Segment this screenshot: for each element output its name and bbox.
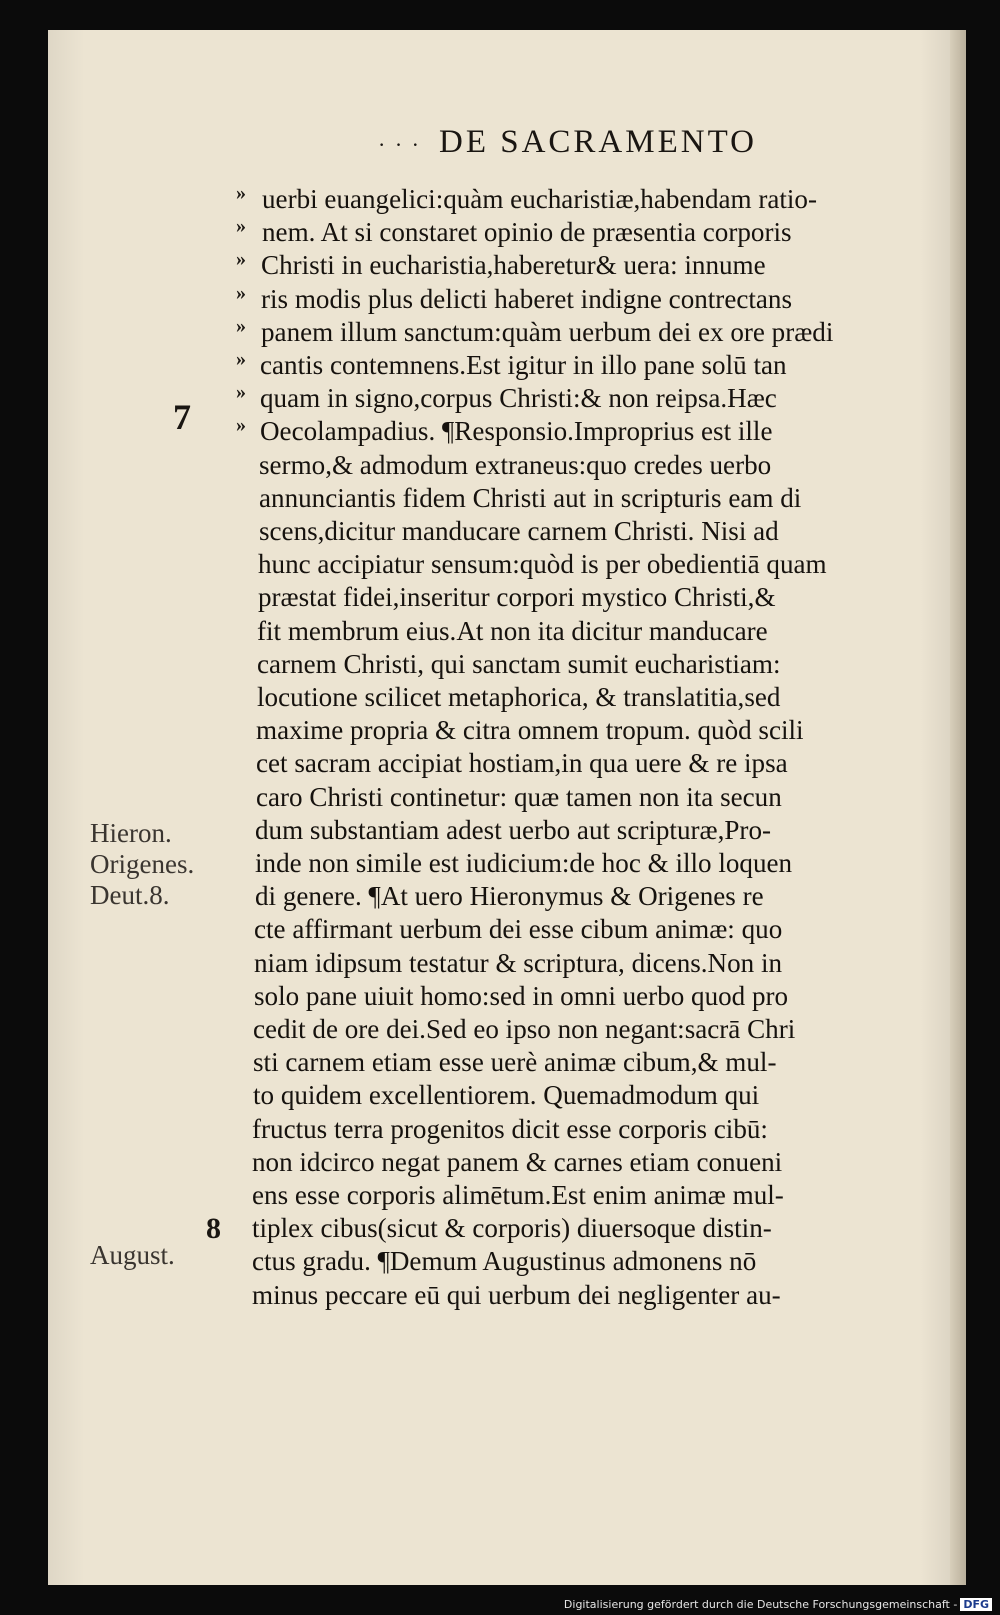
text-line xyxy=(48,315,966,348)
margin-note-august: August. xyxy=(90,1240,175,1270)
text-line-content: cantis contemnens.Est igitur in illo pane solū tan xyxy=(260,349,787,380)
text-line xyxy=(48,912,966,945)
text-line xyxy=(48,680,966,713)
text-line-content: Oecolampadius. ¶Responsio.Improprius est ille xyxy=(259,415,773,447)
text-line xyxy=(48,414,966,447)
text-line-content: cte affirmant uerbum dei esse cibum animæ: quo xyxy=(254,913,783,945)
text-line xyxy=(48,448,966,481)
text-line xyxy=(48,647,966,680)
quotation-mark: » xyxy=(236,248,246,271)
margin-note-line: Origenes. xyxy=(90,849,195,879)
text-line xyxy=(48,746,966,779)
footer-text: Digitalisierung gefördert durch die Deutsche Forschungsgemeinschaft - xyxy=(563,1598,958,1611)
text-line xyxy=(48,780,966,813)
text-line-content: sti carnem etiam esse uerè animæ cibum,& mul- xyxy=(252,1046,777,1078)
text-line-content: fit membrum eius.At non ita dicitur manducare xyxy=(257,614,769,646)
text-line-content: cedit de ore dei.Sed eo ipso non negant:sacrā Chri xyxy=(253,1013,796,1044)
text-line-content: cet sacram accipiat hostiam,in qua uere & re ipsa xyxy=(256,747,788,779)
text-line xyxy=(48,215,966,248)
text-line xyxy=(48,381,966,414)
text-line xyxy=(48,282,966,315)
text-line xyxy=(48,1178,966,1211)
text-line-content: locutione scilicet metaphorica, & translatitia,sed xyxy=(256,681,781,712)
quotation-mark: » xyxy=(236,414,246,437)
text-line-content: solo pane uiuit homo:sed in omni uerbo quod pro xyxy=(253,979,788,1011)
footer-credit xyxy=(564,1598,992,1611)
text-line xyxy=(48,1112,966,1145)
quotation-mark: » xyxy=(236,381,246,404)
text-line-content: di genere. ¶At uero Hieronymus & Origenes re xyxy=(254,880,764,912)
text-line-content: sermo,& admodum extraneus:quo credes uerbo xyxy=(259,448,772,480)
text-line xyxy=(48,1078,966,1111)
text-line-content: carnem Christi, qui sanctam sumit eucharistiam: xyxy=(257,647,781,679)
text-line-content: scens,dicitur manducare carnem Christi. Nisi ad xyxy=(258,515,779,546)
text-line xyxy=(48,547,966,580)
text-line xyxy=(48,182,966,215)
text-line-content: quam in signo,corpus Christi:& non reipsa.Hæc xyxy=(259,382,777,414)
text-line-content: maxime propria & citra omnem tropum. quòd scili xyxy=(256,714,804,746)
text-line-content: nem. At si constaret opinio de præsentia corporis xyxy=(261,216,792,248)
text-line xyxy=(48,713,966,746)
text-line-content: non idcirco negat panem & carnes etiam conueni xyxy=(251,1145,783,1177)
text-line xyxy=(48,846,966,879)
text-line xyxy=(48,946,966,979)
text-line-content: præstat fidei,inseritur corpori mystico Christi,& xyxy=(257,581,776,613)
text-line xyxy=(48,1278,966,1311)
text-line xyxy=(48,1244,966,1277)
header-title: DE SACRAMENTO xyxy=(438,124,757,160)
text-line xyxy=(48,248,966,281)
text-line-content: fructus terra progenitos dicit esse corporis cibū: xyxy=(252,1112,769,1144)
text-line xyxy=(48,1211,966,1244)
text-line xyxy=(48,1012,966,1045)
margin-number-7: 7 xyxy=(173,397,191,437)
margin-number-8: 8 xyxy=(206,1212,221,1245)
text-line-content: uerbi euangelici:quàm eucharistiæ,habendam ratio- xyxy=(262,183,818,214)
quotation-mark: » xyxy=(236,314,246,337)
running-header xyxy=(378,124,757,161)
header-dots: · · · xyxy=(378,132,421,157)
text-line xyxy=(48,813,966,846)
text-line-content: inde non simile est iudicium:de hoc & illo loquen xyxy=(255,847,793,878)
quotation-mark: » xyxy=(236,215,246,238)
text-line xyxy=(48,1145,966,1178)
text-line xyxy=(48,348,966,381)
text-line-content: minus peccare eū qui uerbum dei negligenter au- xyxy=(251,1278,781,1310)
text-line-content: tiplex cibus(sicut & corporis) diuersoque distin- xyxy=(251,1212,772,1244)
text-line-content: hunc accipiatur sensum:quòd is per obedientiā quam xyxy=(258,548,827,580)
text-line-content: ris modis plus delicti haberet indigne contrectans xyxy=(260,282,792,314)
text-line-content: panem illum sanctum:quàm uerbum dei ex ore prædi xyxy=(260,315,833,347)
text-line xyxy=(48,580,966,613)
text-line xyxy=(48,1045,966,1078)
text-line-content: annunciantis fidem Christi aut in scripturis eam di xyxy=(258,481,802,513)
book-page xyxy=(48,30,966,1585)
text-line xyxy=(48,514,966,547)
text-line-content: ctus gradu. ¶Demum Augustinus admonens nō xyxy=(251,1245,756,1277)
quotation-mark: » xyxy=(236,348,246,370)
margin-note-line: Hieron. xyxy=(90,818,172,848)
dfg-logo: DFG xyxy=(960,1598,992,1611)
text-line-content: to quidem excellentiorem. Quemadmodum qui xyxy=(252,1079,759,1111)
text-line-content: caro Christi continetur: quæ tamen non ita secun xyxy=(255,780,782,812)
text-line xyxy=(48,614,966,647)
text-line xyxy=(48,481,966,514)
text-line-content: dum substantiam adest uerbo aut scripturæ,Pro- xyxy=(255,813,772,845)
text-line-content: Christi in eucharistia,haberetur& uera: innume xyxy=(261,249,766,281)
text-line xyxy=(48,879,966,912)
text-line-content: ens esse corporis alimētum.Est enim animæ mul- xyxy=(251,1179,784,1210)
text-line xyxy=(48,979,966,1012)
quotation-mark: » xyxy=(236,182,246,204)
text-line-content: niam idipsum testatur & scriptura, dicens.Non in xyxy=(253,946,782,978)
quotation-mark: » xyxy=(236,281,246,304)
margin-note-line: Deut.8. xyxy=(90,880,170,910)
